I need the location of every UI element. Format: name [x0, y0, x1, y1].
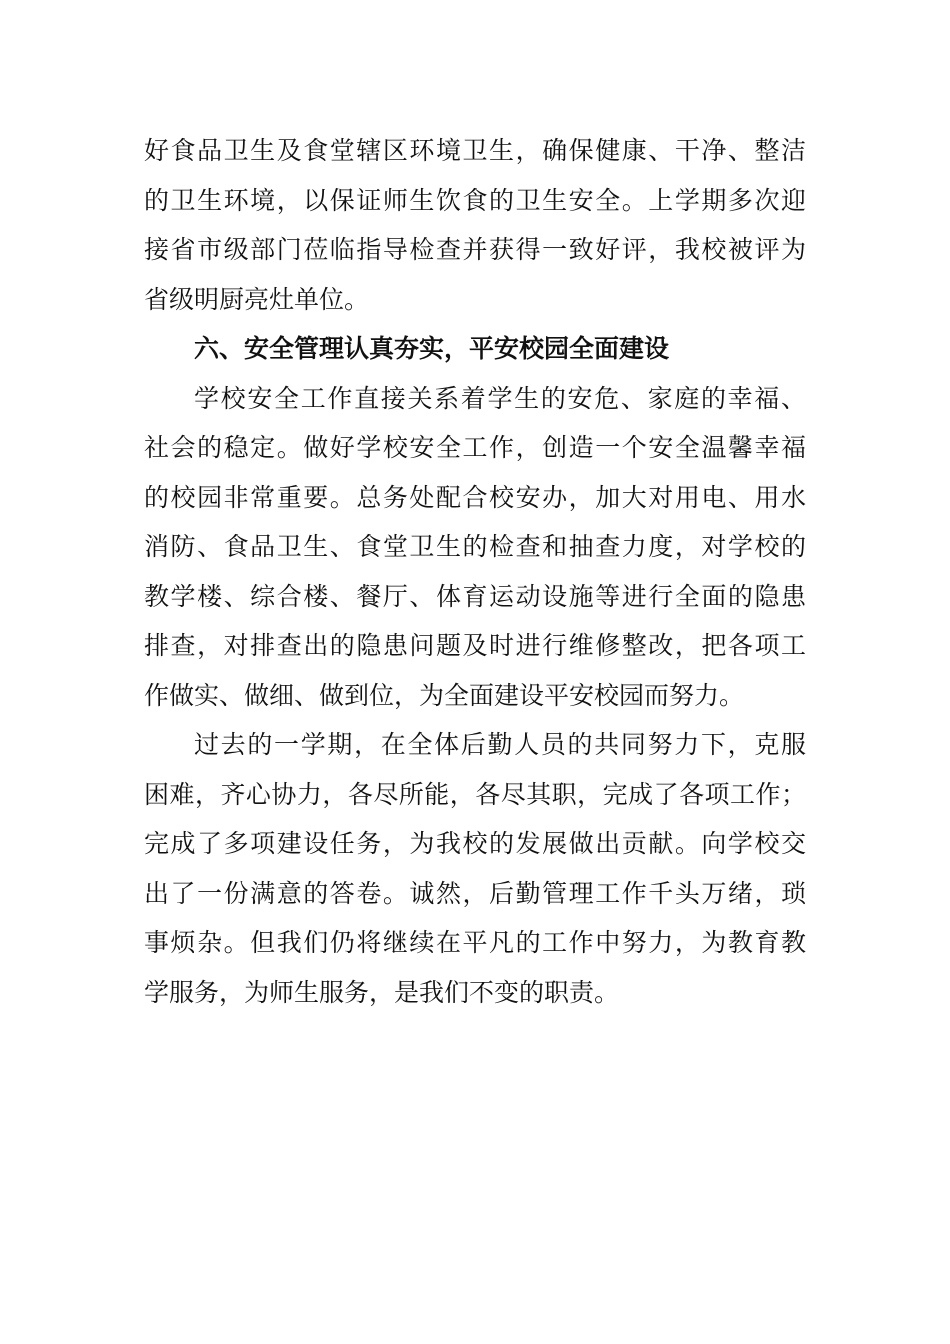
document-body: [144, 126, 806, 1017]
paragraph-line: 社会的稳定。做好学校安全工作，创造一个安全温馨幸福: [144, 433, 806, 462]
paragraph-line: 好食品卫生及食堂辖区环境卫生，确保健康、干净、整洁: [144, 136, 806, 165]
paragraph-line: 的卫生环境，以保证师生饮食的卫生安全。上学期多次迎: [144, 185, 806, 215]
paragraph-line: 出了一份满意的答卷。诚然，后勤管理工作千头万绪，琐: [144, 878, 806, 908]
paragraph-line: 过去的一学期，在全体后勤人员的共同努力下，克服: [194, 730, 806, 759]
paragraph-line: 学校安全工作直接关系着学生的安危、家庭的幸福、: [194, 383, 806, 413]
paragraph-line: 的校园非常重要。总务处配合校安办，加大对用电、用水: [144, 482, 806, 512]
paragraph-line: 完成了多项建设任务，为我校的发展做出贡献。向学校交: [144, 829, 806, 858]
paragraph-line: 接省市级部门莅临指导检查并获得一致好评，我校被评为: [144, 235, 806, 264]
paragraph-line: 事烦杂。但我们仍将继续在平凡的工作中努力，为教育教: [144, 928, 806, 957]
paragraph-line: 教学楼、综合楼、餐厅、体育运动设施等进行全面的隐患: [144, 581, 806, 611]
paragraph-line: 省级明厨亮灶单位。: [144, 284, 370, 314]
paragraph-line: 作做实、做细、做到位，为全面建设平安校园而努力。: [144, 680, 745, 710]
paragraph-line: 排查，对排查出的隐患问题及时进行维修整改，把各项工: [144, 631, 806, 660]
paragraph-line: 消防、食品卫生、食堂卫生的检查和抽查力度，对学校的: [144, 532, 806, 561]
paragraph-line: 学服务，为师生服务，是我们不变的职责。: [144, 977, 620, 1007]
section-heading: 六、安全管理认真夯实，平安校园全面建设: [194, 334, 670, 363]
paragraph-line: 困难，齐心协力，各尽所能，各尽其职，完成了各项工作；: [144, 779, 806, 809]
